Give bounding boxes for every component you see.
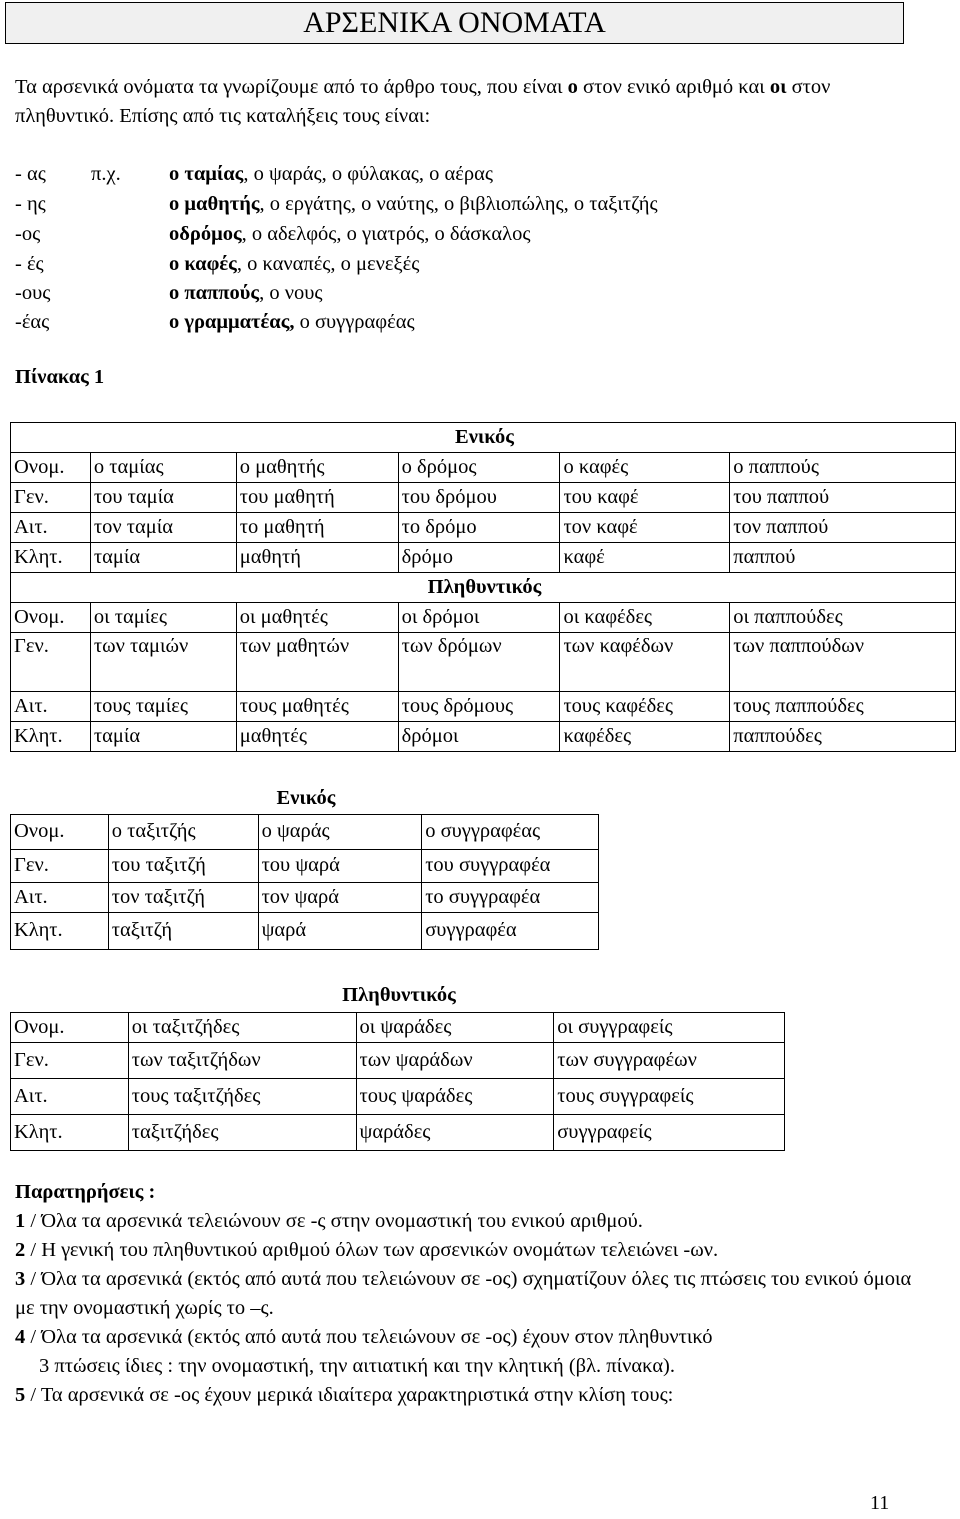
table-row xyxy=(11,633,956,692)
table-cell: συγγραφείς xyxy=(554,1114,785,1150)
table-cell: συγγραφέα xyxy=(422,912,599,949)
ending-examples: ο καφές, ο καναπές, ο μενεξές xyxy=(169,253,420,275)
case-label: Γεν. xyxy=(11,483,91,513)
table-cell: οι καφέδες xyxy=(560,603,730,633)
case-label: Κλητ. xyxy=(11,722,91,752)
table-cell: του καφέ xyxy=(560,483,730,513)
case-label: Ονομ. xyxy=(11,814,109,849)
table-cell: τους καφέδες xyxy=(560,692,730,722)
ending-examples: οδρόμος, ο αδελφός, ο γιατρός, ο δάσκαλος xyxy=(169,223,531,245)
table-row xyxy=(11,849,599,882)
table-cell: ψαράδες xyxy=(356,1114,554,1150)
page-title-text: ΑΡΣΕΝΙΚΑ ΟΝΟΜΑΤΑ xyxy=(303,6,606,39)
table-head-row xyxy=(11,980,785,1012)
plural-heading: Πληθυντικός xyxy=(11,980,785,1012)
table-row xyxy=(11,692,956,722)
intro-paragraph xyxy=(15,73,895,131)
table-cell: τους ψαράδες xyxy=(356,1078,554,1114)
table-cell: του συγγραφέα xyxy=(422,849,599,882)
table-cell: ο παππούς xyxy=(730,453,956,483)
ending-suffix: -ους xyxy=(15,282,51,304)
table-cell: των ψαράδων xyxy=(356,1042,554,1078)
table-head-row xyxy=(11,573,956,603)
table-cell: των ταμιών xyxy=(90,633,236,692)
singular-heading: Ενικός xyxy=(11,783,599,814)
notes-title: Παρατηρήσεις : xyxy=(15,1181,156,1203)
table-cell: τον παππού xyxy=(730,513,956,543)
intro-text: στον ενικό αριθμό και xyxy=(577,76,770,98)
table-head-row xyxy=(11,783,599,814)
table-cell: το δρόμο xyxy=(398,513,560,543)
table-cell: τον καφέ xyxy=(560,513,730,543)
note-item: 1 / Όλα τα αρσενικά τελειώνουν σε -ς στην ονομαστική του ενικού αριθμού. xyxy=(15,1210,643,1232)
table-cell: ψαρά xyxy=(258,912,422,949)
table-cell: ο ταμίας xyxy=(90,453,236,483)
table-cell: τους δρόμους xyxy=(398,692,560,722)
case-label: Κλητ. xyxy=(11,1114,129,1150)
table-cell: τους ταξιτζήδες xyxy=(128,1078,356,1114)
table-cell: ο συγγραφέας xyxy=(422,814,599,849)
table-head-row xyxy=(11,423,956,453)
table-cell: τον ταξιτζή xyxy=(108,882,258,912)
table-cell: δρόμο xyxy=(398,543,560,573)
table-row xyxy=(11,453,956,483)
ending-suffix: -ος xyxy=(15,223,41,245)
table-row xyxy=(11,722,956,752)
table-row xyxy=(11,543,956,573)
intro-article-singular: ο xyxy=(567,76,578,98)
note-item-continuation: 3 πτώσεις ίδιες : την ονομαστική, την αιτιατική και την κλητική (βλ. πίνακα). xyxy=(39,1355,676,1377)
note-item: 4 / Όλα τα αρσενικά (εκτός από αυτά που τελειώνουν σε -ος) έχουν στον πληθυντικό xyxy=(15,1326,713,1348)
case-label: Ονομ. xyxy=(11,603,91,633)
ending-examples: ο γραμματέας, ο συγγραφέας xyxy=(169,311,415,333)
table-row xyxy=(11,1042,785,1078)
notes-section xyxy=(15,1178,915,1410)
table-cell: οι παππούδες xyxy=(730,603,956,633)
table-cell: καφέδες xyxy=(560,722,730,752)
table-cell: τον ταμία xyxy=(90,513,236,543)
intro-text: στον πληθυντικό. Επίσης από τις καταλήξεις τους είναι: xyxy=(15,76,831,127)
plural-heading: Πληθυντικός xyxy=(11,573,956,603)
table-row xyxy=(11,1012,785,1042)
table-row xyxy=(11,882,599,912)
table-cell: των δρόμων xyxy=(398,633,560,692)
table-cell: οι ταξιτζήδες xyxy=(128,1012,356,1042)
table-cell: του δρόμου xyxy=(398,483,560,513)
table-cell: καφέ xyxy=(560,543,730,573)
table-cell: ο ψαράς xyxy=(258,814,422,849)
table-cell: οι δρόμοι xyxy=(398,603,560,633)
table-cell: οι συγγραφείς xyxy=(554,1012,785,1042)
table-cell: μαθητές xyxy=(236,722,398,752)
table-cell: του παππού xyxy=(730,483,956,513)
table-cell: τους μαθητές xyxy=(236,692,398,722)
table-cell: τους παππούδες xyxy=(730,692,956,722)
case-label: Αιτ. xyxy=(11,692,91,722)
table-cell: των συγγραφέων xyxy=(554,1042,785,1078)
table-cell: μαθητή xyxy=(236,543,398,573)
case-label: Γεν. xyxy=(11,849,109,882)
ending-suffix: - ας xyxy=(15,163,46,185)
table-cell: τους ταμίες xyxy=(90,692,236,722)
table-row xyxy=(11,1078,785,1114)
table-cell: του μαθητή xyxy=(236,483,398,513)
case-label: Αιτ. xyxy=(11,882,109,912)
ending-examples: ο μαθητής, ο εργάτης, ο ναύτης, ο βιβλιοπώλης, ο ταξιτζής xyxy=(169,193,658,215)
table-cell: τον ψαρά xyxy=(258,882,422,912)
table-cell: του ταμία xyxy=(90,483,236,513)
intro-article-plural: οι xyxy=(769,76,787,98)
table-cell: το συγγραφέα xyxy=(422,882,599,912)
note-item: 2 / Η γενική του πληθυντικού αριθμού όλων των αρσενικών ονομάτων τελειώνει -ων. xyxy=(15,1239,719,1261)
table-row xyxy=(11,814,599,849)
table-cell: ταξιτζήδες xyxy=(128,1114,356,1150)
case-label: Γεν. xyxy=(11,1042,129,1078)
table-cell: των μαθητών xyxy=(236,633,398,692)
table-cell: του ψαρά xyxy=(258,849,422,882)
table-cell: οι ταμίες xyxy=(90,603,236,633)
singular-heading: Ενικός xyxy=(11,423,956,453)
case-label: Κλητ. xyxy=(11,543,91,573)
declension-table-1 xyxy=(10,422,956,752)
table-cell: τους συγγραφείς xyxy=(554,1078,785,1114)
case-label: Γεν. xyxy=(11,633,91,692)
declension-table-3 xyxy=(10,980,785,1151)
note-item: 3 / Όλα τα αρσενικά (εκτός από αυτά που τελειώνουν σε -ος) σχηματίζουν όλες τις πτώσεις του ενικού όμοια με την ονομαστική χωρίς το –ς. xyxy=(15,1268,912,1319)
table-caption: Πίνακας 1 xyxy=(15,366,105,388)
table-row xyxy=(11,483,956,513)
table-cell: των παππούδων xyxy=(730,633,956,692)
page-title xyxy=(5,2,904,44)
case-label: Ονομ. xyxy=(11,1012,129,1042)
case-label: Αιτ. xyxy=(11,513,91,543)
table-cell: ο ταξιτζής xyxy=(108,814,258,849)
table-cell: ο καφές xyxy=(560,453,730,483)
table-cell: οι μαθητές xyxy=(236,603,398,633)
table-cell: οι ψαράδες xyxy=(356,1012,554,1042)
ending-suffix: - ές xyxy=(15,253,44,275)
table-cell: ταμία xyxy=(90,722,236,752)
table-row xyxy=(11,1114,785,1150)
table-cell: παππού xyxy=(730,543,956,573)
ending-examples: ο παππούς, ο νους xyxy=(169,282,323,304)
case-label: Αιτ. xyxy=(11,1078,129,1114)
page-number: 11 xyxy=(870,1492,890,1514)
example-prefix: π.χ. xyxy=(91,163,121,185)
table-cell: δρόμοι xyxy=(398,722,560,752)
intro-text: Τα αρσενικά ονόματα τα γνωρίζουμε από το άρθρο τους, που είναι xyxy=(15,76,568,98)
note-item: 5 / Τα αρσενικά σε -ος έχουν μερικά ιδιαίτερα χαρακτηριστικά στην κλίση τους: xyxy=(15,1384,674,1406)
case-label: Κλητ. xyxy=(11,912,109,949)
table-cell: παππούδες xyxy=(730,722,956,752)
table-row xyxy=(11,912,599,949)
table-cell: το μαθητή xyxy=(236,513,398,543)
table-cell: των καφέδων xyxy=(560,633,730,692)
case-label: Ονομ. xyxy=(11,453,91,483)
ending-suffix: -έας xyxy=(15,311,50,333)
table-cell: ο δρόμος xyxy=(398,453,560,483)
table-cell: ταμία xyxy=(90,543,236,573)
ending-suffix: - ης xyxy=(15,193,46,215)
table-row xyxy=(11,603,956,633)
table-cell: του ταξιτζή xyxy=(108,849,258,882)
declension-table-2 xyxy=(10,783,599,950)
table-cell: ο μαθητής xyxy=(236,453,398,483)
ending-examples: ο ταμίας, ο ψαράς, ο φύλακας, ο αέρας xyxy=(169,163,493,185)
table-cell: των ταξιτζήδων xyxy=(128,1042,356,1078)
table-row xyxy=(11,513,956,543)
table-cell: ταξιτζή xyxy=(108,912,258,949)
